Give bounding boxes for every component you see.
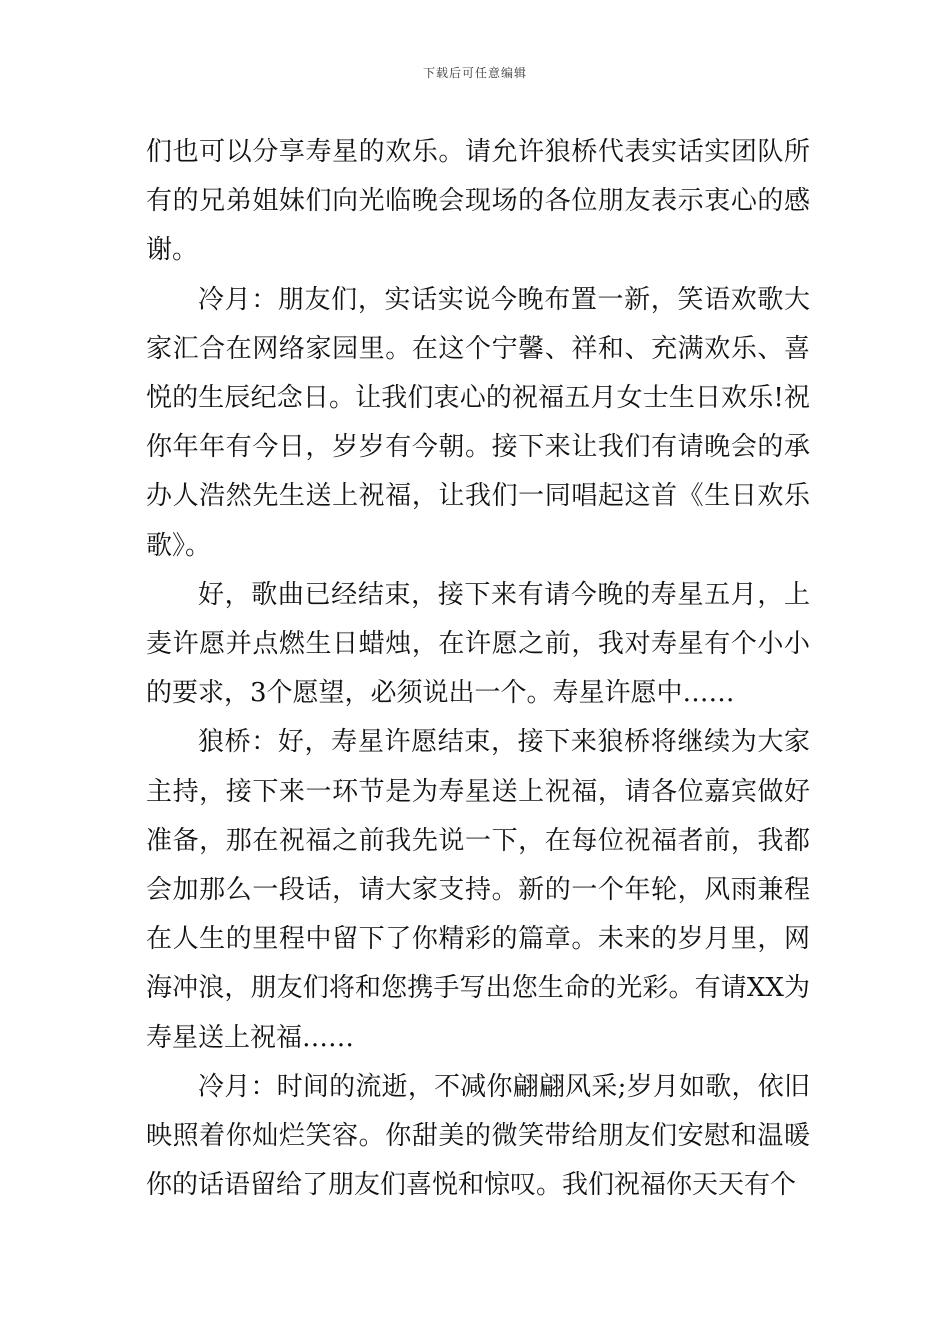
paragraph-2: 冷月：朋友们，实话实说今晚布置一新，笑语欢歌大家汇合在网络家园里。在这个宁馨、祥和、充满欢乐、喜悦的生辰纪念日。让我们衷心的祝福五月女士生日欢乐!祝你年年有今日，岁岁有今朝。接下来让我们有请晚会的承办人浩然先生送上祝福，让我们一同唱起这首《生日欢乐歌》。 (146, 284, 810, 561)
document-body (146, 128, 810, 1210)
paragraph-3: 好，歌曲已经结束，接下来有请今晚的寿星五月，上麦许愿并点燃生日蜡烛，在许愿之前，我对寿星有个小小的要求，3个愿望，必须说出一个。寿星许愿中…… (146, 579, 810, 709)
paragraph-4: 狼桥：好，寿星许愿结束，接下来狼桥将继续为大家主持，接下来一环节是为寿星送上祝福，请各位嘉宾做好准备，那在祝福之前我先说一下，在每位祝福者前，我都会加那么一段话，请大家支持。新的一个年轮，风雨兼程在人生的里程中留下了你精彩的篇章。未来的岁月里，网海冲浪，朋友们将和您携手写出您生命的光彩。有请XX为寿星送上祝福…… (146, 727, 810, 1053)
paragraph-5: 冷月：时间的流逝，不减你翩翩风采;岁月如歌，依旧映照着你灿烂笑容。你甜美的微笑带给朋友们安慰和温暖你的话语留给了朋友们喜悦和惊叹。我们祝福你天天有个 (146, 1071, 810, 1201)
page-header: 下载后可任意编辑 (422, 66, 527, 80)
paragraph-1: 们也可以分享寿星的欢乐。请允许狼桥代表实话实团队所有的兄弟姐妹们向光临晚会现场的各位朋友表示衷心的感谢。 (146, 137, 810, 266)
